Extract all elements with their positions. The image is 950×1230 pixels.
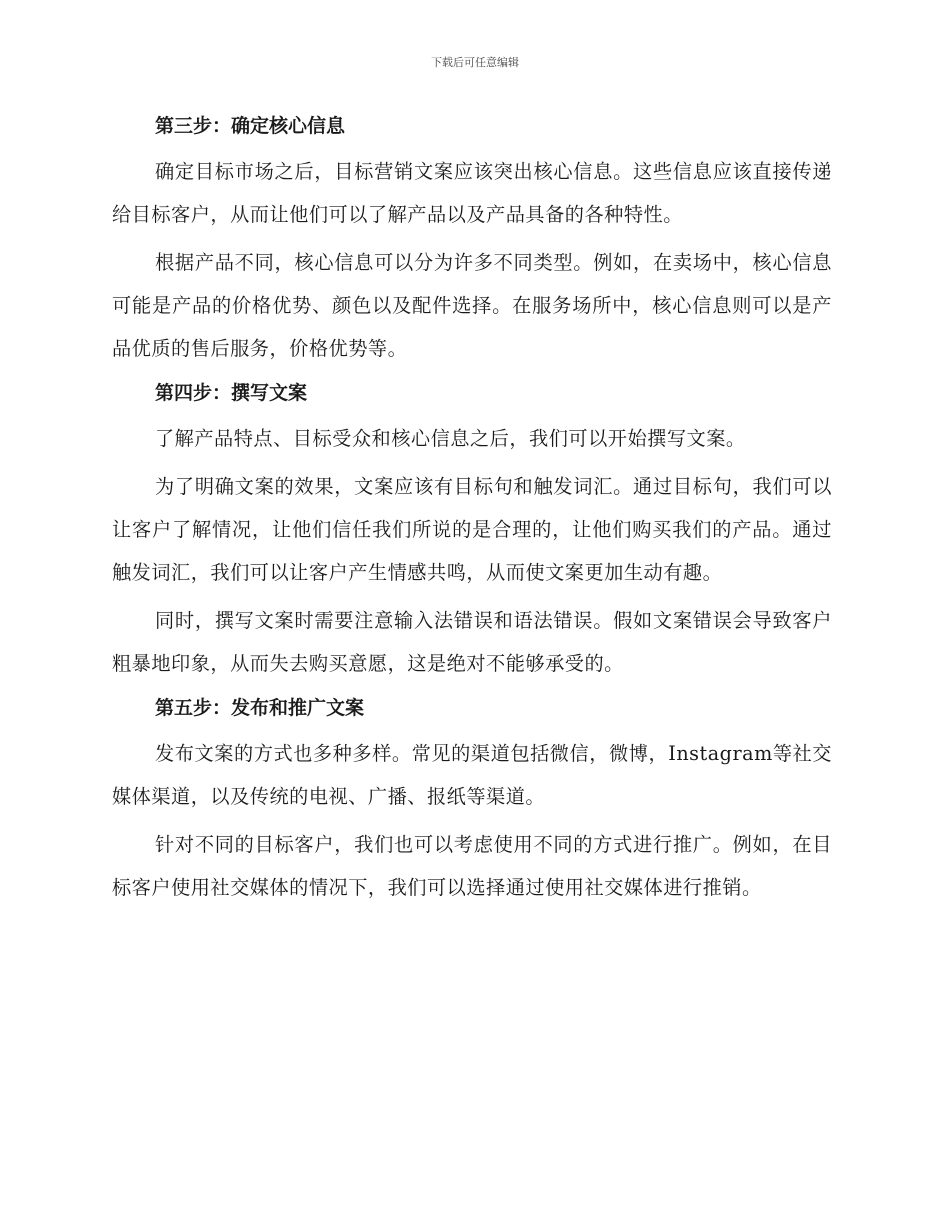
document-body <box>112 108 832 914</box>
page-header: 下载后可任意编辑 <box>431 56 519 69</box>
section-step-4 <box>112 375 832 685</box>
paragraph: 为了明确文案的效果，文案应该有目标句和触发词汇。通过目标句，我们可以让客户了解情况，让他们信任我们所说的是合理的，让他们购买我们的产品。通过触发词汇，我们可以让客户产生情感共鸣，从而使文案更加生动有趣。 <box>112 475 832 584</box>
paragraph: 同时，撰写文案时需要注意输入法错误和语法错误。假如文案错误会导致客户粗暴地印象，从而失去购买意愿，这是绝对不能够承受的。 <box>112 609 832 675</box>
paragraph: 根据产品不同，核心信息可以分为许多不同类型。例如，在卖场中，核心信息可能是产品的价格优势、颜色以及配件选择。在服务场所中，核心信息则可以是产品优质的售后服务，价格优势等。 <box>112 251 832 360</box>
section-heading: 第四步：撰写文案 <box>155 382 308 404</box>
section-heading: 第五步：发布和推广文案 <box>155 697 365 719</box>
paragraph: 发布文案的方式也多种多样。常见的渠道包括微信，微博，Instagram等社交媒体渠道，以及传统的电视、广播、报纸等渠道。 <box>112 742 832 808</box>
section-step-3 <box>112 108 832 370</box>
section-heading: 第三步：确定核心信息 <box>155 115 346 137</box>
paragraph: 确定目标市场之后，目标营销文案应该突出核心信息。这些信息应该直接传递给目标客户，从而让他们可以了解产品以及产品具备的各种特性。 <box>112 160 832 226</box>
paragraph: 针对不同的目标客户，我们也可以考虑使用不同的方式进行推广。例如，在目标客户使用社交媒体的情况下，我们可以选择通过使用社交媒体进行推销。 <box>112 833 832 899</box>
section-step-5 <box>112 690 832 909</box>
paragraph: 了解产品特点、目标受众和核心信息之后，我们可以开始撰写文案。 <box>155 427 746 450</box>
